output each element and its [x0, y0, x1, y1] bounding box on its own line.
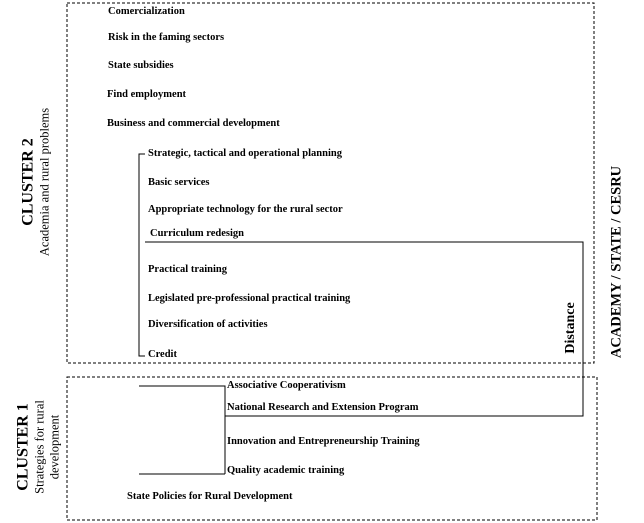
- cluster2-item: Business and commercial development: [107, 118, 280, 129]
- cluster2-title: CLUSTER 2: [19, 138, 37, 226]
- cluster2-item: Comercialization: [108, 6, 185, 17]
- axis-text: ACADEMY / STATE / CESRU: [608, 165, 625, 359]
- cluster1-item: Quality academic training: [227, 465, 345, 476]
- cluster1-title: CLUSTER 1: [14, 403, 32, 491]
- cluster2-item: Find employment: [107, 89, 187, 100]
- cluster2-label: [20, 108, 53, 256]
- cluster1-label: [14, 382, 61, 512]
- cluster2-item: State subsidies: [108, 60, 174, 71]
- cluster2-item: Credit: [148, 349, 177, 360]
- distance-label: [563, 302, 579, 353]
- distance-text: Distance: [562, 302, 578, 354]
- cluster2-item: Practical training: [148, 264, 228, 275]
- axis-label: [609, 166, 626, 358]
- cluster1-item: National Research and Extension Program: [227, 402, 419, 413]
- cluster2-item: Legislated pre-professional practical training: [148, 293, 351, 304]
- cluster2-item: Risk in the faming sectors: [108, 32, 225, 43]
- cluster2-item: Strategic, tactical and operational planning: [148, 148, 342, 159]
- cluster1-subtitle: Strategies for rural development: [32, 400, 62, 494]
- cluster2-item: Appropriate technology for the rural sector: [148, 204, 343, 215]
- cluster1-item: Innovation and Entrepreneurship Training: [227, 436, 420, 447]
- cluster2-item: Diversification of activities: [148, 319, 268, 330]
- cluster1-link-top: [139, 386, 225, 474]
- cluster2-bracket: [139, 154, 145, 356]
- cluster2-item: Basic services: [148, 177, 210, 188]
- cluster2-item: Curriculum redesign: [150, 228, 245, 239]
- cluster2-subtitle: Academia and rural problems: [38, 107, 53, 257]
- cluster1-item: Associative Cooperativism: [227, 380, 346, 391]
- cluster2-box: [67, 3, 594, 363]
- cluster1-item: State Policies for Rural Development: [127, 491, 293, 502]
